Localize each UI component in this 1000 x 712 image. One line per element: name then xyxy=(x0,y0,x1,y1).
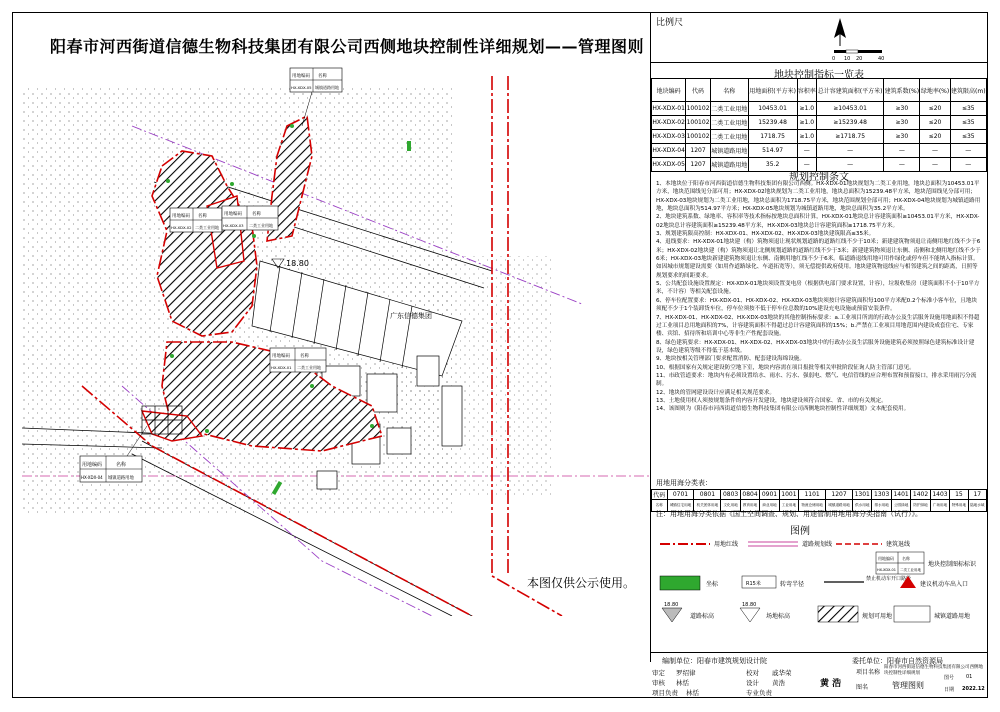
svg-text:转弯半径: 转弯半径 xyxy=(780,581,805,588)
svg-text:道路标高: 道路标高 xyxy=(690,613,715,620)
rules-title: 规划控制条文 xyxy=(789,172,849,183)
svg-text:道路规划线: 道路规划线 xyxy=(802,541,833,548)
scale-label: 比例尺 xyxy=(656,18,684,28)
roles-block: 审定 罗绍律 校对 戚华荣 审核 林恬 设计 黄浩 项目负责 林恬 专业负责 xyxy=(652,668,792,697)
svg-text:名称: 名称 xyxy=(116,462,127,468)
svg-text:场地标高: 场地标高 xyxy=(766,613,791,620)
svg-text:用地编码: 用地编码 xyxy=(272,354,290,359)
svg-text:用地编码: 用地编码 xyxy=(172,214,190,219)
callout-hx-xdx-02[interactable] xyxy=(170,208,222,232)
use-table-caption: 用地用海分类表： xyxy=(656,479,712,487)
svg-text:名称: 名称 xyxy=(252,212,261,217)
svg-text:二类工业用地: 二类工业用地 xyxy=(297,365,321,370)
sheet-name: 管理图则 xyxy=(892,681,924,690)
callout-hx-xdx-01[interactable] xyxy=(270,348,326,372)
svg-text:坐标: 坐标 xyxy=(706,581,719,588)
plan-map[interactable] xyxy=(22,56,650,616)
date-label: 日期 xyxy=(944,687,955,693)
svg-text:10: 10 xyxy=(844,56,851,60)
land-use-table: 代码 0701 0801 0803 0804 0901 1001 1101 1207 1301 1303 1401 1402 1403 15 17 名称 城镇住宅用地 机关团体用地 文化用地 教育用地 商业用地 工业用地 物流仓储用地 城镇道路用地 供水用地 排水用地 公园绿地 防护绿地 广场用地 特殊用地 陆地水域 xyxy=(651,489,987,512)
designer-org: 编制单位：阳春市建筑规划设计院 xyxy=(662,657,767,665)
svg-text:R15米: R15米 xyxy=(746,581,761,587)
svg-text:名称: 名称 xyxy=(318,74,327,79)
date: 2022.12 xyxy=(962,686,985,692)
svg-text:用地编码: 用地编码 xyxy=(82,462,103,468)
table-row: HX-XDX-02 100102 二类工业用地 15239.48 ≥1.0 ≥15239.48 ≥30 ≤20 ≤35 xyxy=(652,116,987,130)
index-table: 地块编码 代码 名称 用地面积(平方米) 容积率 总计容建筑面积(平方米) 建筑系数(%) 绿地率(%) 建筑限高(m) HX-XDX-01 100102 二类工业用地 10453.01 ≥1.0 ≥10453.01 ≥30 ≤20 ≤35 HX-XDX-02 100102 二类工业用地 15239.48 ≥1.0 ≥15239.48 ≥30 ≤20 ≤35 HX-XDX-03 100102 二类工业用地 1718.75 ≥1.0 ≥1718.75 ≥30 ≤20 ≤35 HX-XDX-04 1207 城镇道路用地 514.97 — — — — — HX-XDX-05 1207 城镇道路用地 35.2 — — — — — xyxy=(651,78,987,172)
svg-text:HX-XDX-01: HX-XDX-01 xyxy=(877,568,896,572)
svg-text:用地红线: 用地红线 xyxy=(714,541,739,548)
callout-hx-xdx-03[interactable] xyxy=(222,206,278,230)
sheet-no: 01 xyxy=(966,674,973,680)
svg-text:40: 40 xyxy=(878,56,885,60)
legend-title: 图例 xyxy=(790,526,810,537)
rules-text: 1、本地块位于阳春市河西街道信德生物科技集团有限公司西侧。HX-XDX-01地块规划为二类工业用地，地块总面积为10453.01平方米，地块范围线见分部可用；HX-XDX-02地块规划为二类工业用地，地块总面积为15239.48平方米，地块范围线见分部可用；HX-XDX-03地块规划为二类工业用地，地块总面积为1718.75平方米，地块范围规划全部可用；HX-XDX-04地块规划为城镇道路用地，地块总面积为514.97平方米；HX-XDX-05地块规划为城镇道路用地，地块总面积为35.2平方米。 2、地块建筑系数、绿地率、容积率等技术指标按地块总面积计算，HX-XDX-01地块总计容建筑面积≥10453.01平方米，HX-XDX-02地块总计容建筑面积≥15239.48平方米，HX-XDX-03地块总计容建筑面积≥1718.75平方米。 3、规划建筑限高控制：HX-XDX-01、HX-XDX-02、HX-XDX-03地块建筑限高≤35米。 4、退线要求：HX-XDX-01地块建（构）筑物须退让现状规划道路的道路红线不少于10米；新建建筑物须退让南侧用地红线不少于6米；HX-XDX-02地块建（构）筑物须退让北侧规划道路的道路红线不少于3米；新建建筑物须退让东侧、南侧和北侧用地红线不少于6米；HX-XDX-03地块新建建筑物须退让东侧、南侧用地红线不少于6米。临道路退线用地可用作绿化或停车但不能纳入指标计算。如因城市规划建设需要（如用作道路绿化、车道拓宽等），须无偿提供政府使用。地块建筑物退线应与相邻建筑之间的距离，日照等规划要求的间距要求。 5、公共配套设施设置规定：HX-XDX-01地块须设置变电房（根据供电部门要求设置，计容），垃圾收集房（建筑面积不小于10平方米，不计容）等相关配套设施。 6、停车位配置要求：HX-XDX-01、HX-XDX-02、HX-XDX-03地块须按计容建筑面积每100平方米配0.2个标准小客车位，且地块须配不少于1个装卸货车位，停车位须按不低于停车位总数的10%建设充电设施或预留安装条件。 7、HX-XDX-01、HX-XDX-02、HX-XDX-03地块的其他控制指标要求：a.工业项目所需的行政办公及生活服务设施用地面积不得超过工业项目总用地面积的7%，计容建筑面积不得超过总计容建筑面积的15%；b.严禁在工业项目用地范围内建设成套住宅、专家楼、宾馆、招待所和培训中心等非生产性配套设施。 8、绿色建筑要求：HX-XDX-01、HX-XDX-02、HX-XDX-03地块中的行政办公及生活服务设施建筑必须按照绿色建筑标准设计建设，绿色建筑等级不得低于基本级。 9、地块按相关管理部门要求配置消防、配套建设海绵设施。 10、根据国家有关规定建设防空地下室，地块内容需在项目报批等相关审批阶段征询人防主管部门意见。 11、市政管道要求：地块内有必须设置给水、雨水、污水、强弱电、燃气、电信管线的应合理布置和预留接口，排水采用雨污分流制。 12、地块的管网建设设计应满足相关规范要求。 13、土地使用权人须按规划条件的内容开发建设，地块建设须符合国家、省、市的有关规定。 14、该图则为《阳春市河西街道信德生物科技集团有限公司西侧地块控制性详细规划》文本配套使用。 xyxy=(656,181,981,413)
svg-text:18.80: 18.80 xyxy=(286,259,309,268)
svg-text:名称: 名称 xyxy=(198,214,207,219)
project-name-label: 项目名称 xyxy=(856,669,881,676)
svg-text:18.80: 18.80 xyxy=(664,602,679,608)
north-arrow-scale xyxy=(820,16,900,60)
svg-text:HX-XDX-01: HX-XDX-01 xyxy=(271,365,292,370)
table-row: HX-XDX-03 100102 二类工业用地 1718.75 ≥1.0 ≥1718.75 ≥30 ≤20 ≤35 xyxy=(652,130,987,144)
client-org: 委托单位：阳春市自然资源局 xyxy=(852,657,943,665)
panel-divider xyxy=(650,62,988,63)
table-row: HX-XDX-05 1207 城镇道路用地 35.2 — — — — — xyxy=(652,158,987,172)
svg-text:规划可用地: 规划可用地 xyxy=(862,613,893,620)
svg-text:HX-XDX-02: HX-XDX-02 xyxy=(171,225,192,230)
sheet-name-label: 图名 xyxy=(856,684,869,691)
svg-text:城镇道路用地: 城镇道路用地 xyxy=(108,476,134,481)
title-block xyxy=(650,652,988,653)
svg-text:18.80: 18.80 xyxy=(742,602,757,608)
svg-text:用地编码: 用地编码 xyxy=(224,212,242,217)
svg-text:20: 20 xyxy=(856,56,863,60)
svg-text:0: 0 xyxy=(832,56,836,60)
svg-text:二类工业用地: 二类工业用地 xyxy=(249,223,273,228)
page-title: 阳春市河西街道信德生物科技集团有限公司西侧地块控制性详细规划——管理图则 xyxy=(50,37,645,56)
project-name: 阳春市河西街道信德生物科技集团有限公司西侧地块控制性详细规划 xyxy=(884,665,983,676)
svg-text:禁止机动车开口路段: 禁止机动车开口路段 xyxy=(866,576,912,582)
svg-text:二类工业用地: 二类工业用地 xyxy=(900,568,921,572)
svg-text:名称: 名称 xyxy=(902,556,910,561)
svg-text:城镇道路用地: 城镇道路用地 xyxy=(934,613,971,620)
svg-text:名称: 名称 xyxy=(300,354,309,359)
designer-stamp: 黄 浩 xyxy=(820,679,842,689)
index-table-title: 地块控制指标一览表 xyxy=(774,70,864,81)
site-label: 广东信德集团 xyxy=(390,312,432,320)
svg-text:用地编码: 用地编码 xyxy=(878,556,894,561)
public-notice: 本图仅供公示使用。 xyxy=(527,576,636,590)
svg-text:HX-XDX-05: HX-XDX-05 xyxy=(291,85,312,90)
svg-text:用地编码: 用地编码 xyxy=(292,74,310,79)
svg-text:城镇道路用地: 城镇道路用地 xyxy=(315,85,339,90)
svg-text:HX-XDX-03: HX-XDX-03 xyxy=(223,223,244,228)
table-row: HX-XDX-04 1207 城镇道路用地 514.97 — — — — — xyxy=(652,144,987,158)
svg-text:二类工业用地: 二类工业用地 xyxy=(195,225,219,230)
svg-text:建筑退线: 建筑退线 xyxy=(886,541,911,548)
svg-text:建议机动车出入口: 建议机动车出入口 xyxy=(920,581,969,588)
legend xyxy=(656,536,986,652)
sheet-no-label: 图号 xyxy=(944,675,955,681)
use-table-note: 注：用地用海分类依据《国土空间调查、规划、用途管制用地用海分类指南（试行）》。 xyxy=(656,510,922,518)
svg-text:HX-XDX-04: HX-XDX-04 xyxy=(81,475,103,480)
table-row: HX-XDX-01 100102 二类工业用地 10453.01 ≥1.0 ≥10453.01 ≥30 ≤20 ≤35 xyxy=(652,102,987,116)
svg-text:地块控制图标标识: 地块控制图标标识 xyxy=(928,561,977,568)
